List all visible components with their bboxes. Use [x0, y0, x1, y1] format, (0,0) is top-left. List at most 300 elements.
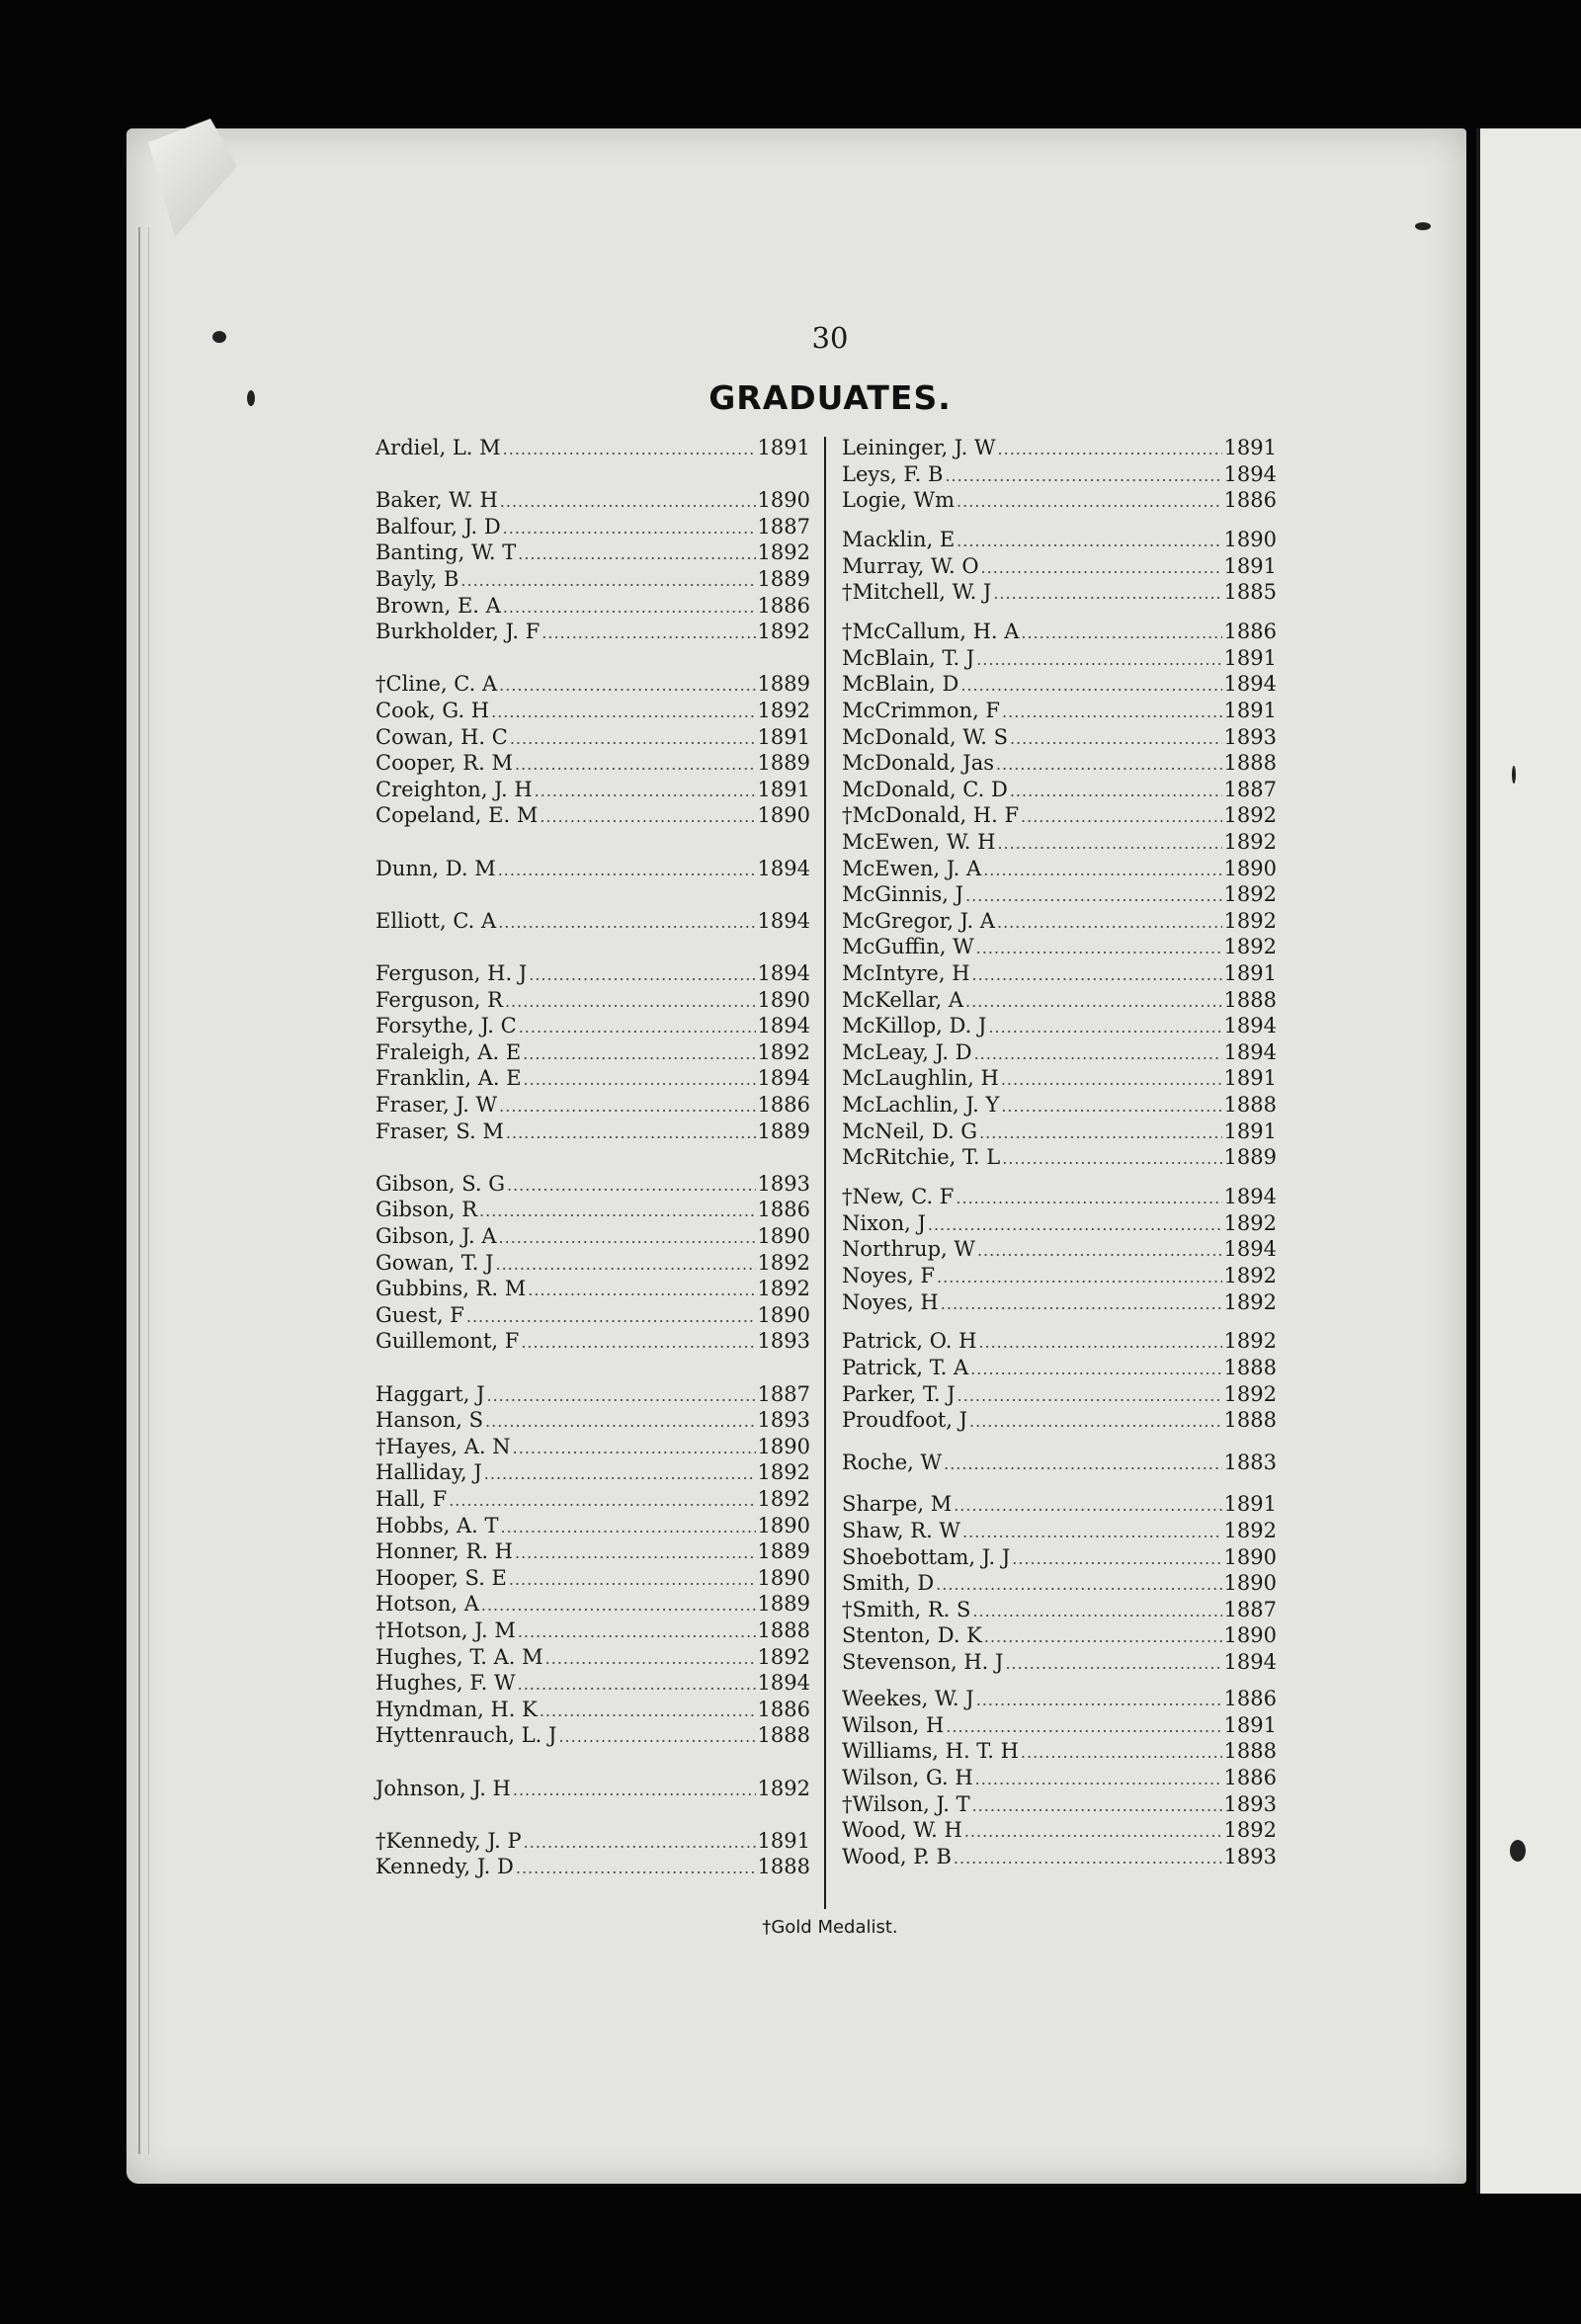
graduate-entry	[375, 1065, 810, 1092]
graduate-name: Fraser, S. M	[375, 1120, 504, 1143]
leader-dots	[507, 1172, 756, 1199]
graduation-year: 1890	[757, 1303, 810, 1327]
graduate-name: McEwen, J. A	[842, 857, 982, 880]
graduate-entry	[842, 645, 1277, 672]
graduation-year: 1892	[757, 699, 810, 722]
graduate-entry	[842, 1407, 1277, 1434]
graduate-entry	[842, 461, 1277, 488]
graduate-name: Ferguson, R	[375, 988, 503, 1012]
graduation-year: 1886	[757, 1093, 810, 1117]
graduation-year: 1886	[1223, 1766, 1277, 1789]
leader-dots	[1021, 620, 1221, 646]
page-title: GRADUATES.	[708, 378, 952, 417]
graduation-year: 1894	[757, 1671, 810, 1695]
graduate-name: Hyttenrauch, L. J	[375, 1723, 557, 1747]
graduate-name: †Hayes, A. N	[375, 1435, 511, 1458]
graduate-name: †McDonald, H. F	[842, 803, 1020, 827]
graduate-entry	[375, 514, 810, 540]
graduate-name: Halliday, J	[375, 1460, 482, 1484]
graduate-name: Patrick, T. A	[842, 1356, 969, 1379]
graduation-year: 1890	[1223, 1571, 1277, 1595]
leader-dots	[540, 803, 755, 830]
graduate-entry	[375, 1722, 810, 1749]
graduate-name: Proudfoot, J	[842, 1408, 968, 1432]
graduation-year: 1892	[757, 1487, 810, 1511]
graduate-entry	[842, 487, 1277, 514]
graduation-year: 1890	[1223, 1545, 1277, 1569]
graduate-name: Creighton, J. H	[375, 778, 533, 801]
graduation-year: 1892	[757, 1277, 810, 1300]
graduation-year: 1890	[757, 988, 810, 1012]
graduate-name: Ardiel, L. M	[375, 436, 501, 459]
graduate-name: Fraser, J. W	[375, 1093, 498, 1117]
graduate-entry	[842, 553, 1277, 580]
graduation-year: 1889	[757, 1539, 810, 1563]
leader-dots	[498, 857, 756, 883]
graduate-name: McDonald, Jas	[842, 751, 995, 775]
graduate-name: †Hotson, J. M	[375, 1618, 516, 1642]
leader-dots	[984, 1623, 1222, 1650]
graduation-year: 1892	[757, 1460, 810, 1484]
graduate-entry	[842, 1355, 1277, 1381]
leader-dots	[954, 1845, 1222, 1871]
leader-dots	[979, 1120, 1221, 1146]
graduate-name: Haggart, J	[375, 1382, 485, 1406]
leader-dots	[498, 909, 755, 936]
graduate-name: Noyes, F	[842, 1264, 936, 1287]
leader-dots	[962, 1519, 1222, 1545]
graduate-entry	[375, 487, 810, 514]
graduation-year: 1893	[1223, 1792, 1277, 1816]
graduation-year: 1890	[757, 1566, 810, 1590]
leader-dots	[509, 1566, 756, 1593]
leader-dots	[516, 1855, 756, 1881]
graduate-name: Smith, D	[842, 1571, 935, 1595]
graduate-name: Stevenson, H. J	[842, 1650, 1004, 1674]
graduate-name: Hughes, T. A. M	[375, 1645, 543, 1669]
graduate-entry	[375, 593, 810, 620]
graduate-name: Leys, F. B	[842, 462, 944, 486]
graduate-name: McKellar, A	[842, 988, 964, 1012]
graduate-name: Cooper, R. M	[375, 751, 513, 775]
graduate-entry	[842, 1065, 1277, 1092]
speck	[1512, 766, 1516, 784]
graduate-entry	[842, 829, 1277, 856]
graduate-entry	[375, 1276, 810, 1302]
graduation-year: 1891	[1223, 646, 1277, 670]
graduate-entry	[375, 908, 810, 935]
leader-dots	[941, 1290, 1222, 1317]
graduate-name: Brown, E. A	[375, 594, 501, 618]
graduate-name: Banting, W. T	[375, 540, 517, 564]
graduate-entry	[375, 1171, 810, 1198]
leader-dots	[503, 436, 756, 462]
speck	[1510, 1840, 1526, 1862]
leader-dots	[518, 1618, 756, 1645]
graduate-name: McKillop, D. J	[842, 1014, 987, 1038]
graduate-name: Hobbs, A. T	[375, 1514, 499, 1537]
graduation-year: 1894	[757, 1066, 810, 1090]
graduate-name: McDonald, W. S	[842, 725, 1008, 749]
graduate-entry	[842, 698, 1277, 724]
leader-dots	[997, 830, 1221, 857]
graduate-entry	[842, 1289, 1277, 1316]
graduate-entry	[842, 1686, 1277, 1712]
leader-dots	[524, 1066, 756, 1093]
graduate-name: McGinnis, J	[842, 882, 964, 906]
graduate-entry	[375, 435, 810, 461]
graduation-year: 1886	[757, 594, 810, 618]
graduate-entry	[842, 1817, 1277, 1844]
graduate-entry	[375, 750, 810, 777]
graduation-year: 1890	[1223, 528, 1277, 551]
graduate-name: Hanson, S	[375, 1408, 484, 1432]
graduation-year: 1883	[1223, 1451, 1277, 1474]
leader-dots	[545, 1645, 756, 1672]
graduate-entry	[842, 1570, 1277, 1597]
graduate-entry	[842, 1210, 1277, 1237]
leader-dots	[988, 1014, 1221, 1040]
leader-dots	[993, 580, 1221, 607]
graduate-entry	[375, 960, 810, 987]
graduation-year: 1892	[1223, 1264, 1277, 1287]
graduation-year: 1890	[757, 1224, 810, 1248]
leader-dots	[513, 1435, 756, 1461]
graduate-entry	[842, 1649, 1277, 1676]
leader-dots	[972, 1792, 1222, 1819]
graduate-name: Roche, W	[842, 1451, 943, 1474]
leader-dots	[518, 1671, 756, 1698]
graduation-year: 1892	[757, 1645, 810, 1669]
graduate-entry	[375, 1197, 810, 1223]
graduation-year: 1893	[757, 1408, 810, 1432]
leader-dots	[518, 540, 755, 567]
graduate-name: Nixon, J	[842, 1211, 926, 1235]
leader-dots	[481, 1592, 756, 1618]
graduate-name: McEwen, W. H	[842, 830, 996, 854]
graduate-name: Hyndman, H. K	[375, 1698, 538, 1721]
leader-dots	[499, 1093, 755, 1120]
leader-dots	[981, 554, 1222, 581]
graduate-name: Shoebottam, J. J	[842, 1545, 1011, 1569]
graduate-entry	[375, 1092, 810, 1119]
graduate-name: Hooper, S. E	[375, 1566, 507, 1590]
graduate-entry	[842, 1738, 1277, 1765]
graduate-name: McIntyre, H	[842, 961, 970, 985]
leader-dots	[524, 1829, 756, 1856]
graduation-year: 1890	[1223, 1623, 1277, 1647]
graduate-name: †Cline, C. A	[375, 672, 498, 696]
graduate-entry	[842, 1144, 1277, 1171]
graduation-year: 1886	[757, 1698, 810, 1721]
leader-dots	[503, 515, 756, 541]
leader-dots	[1002, 699, 1222, 725]
leader-dots	[976, 935, 1222, 961]
leader-dots	[500, 488, 756, 515]
graduation-year: 1888	[757, 1618, 810, 1642]
graduate-name: Ferguson, H. J	[375, 961, 528, 985]
graduation-year: 1892	[1223, 1290, 1277, 1314]
graduate-name: Forsythe, J. C	[375, 1014, 517, 1038]
graduate-entry	[842, 619, 1277, 645]
graduate-entry	[375, 1434, 810, 1460]
graduation-year: 1886	[1223, 488, 1277, 512]
graduation-year: 1889	[757, 751, 810, 775]
leader-dots	[519, 1014, 756, 1040]
graduation-year: 1892	[1223, 1329, 1277, 1353]
leader-dots	[505, 988, 756, 1015]
leader-dots	[1010, 778, 1222, 804]
graduate-entry	[375, 1119, 810, 1145]
graduate-name: †Mitchell, W. J	[842, 580, 992, 604]
leader-dots	[954, 1492, 1221, 1519]
graduate-entry	[375, 1565, 810, 1592]
graduate-name: McLeay, J. D	[842, 1040, 972, 1064]
graduation-year: 1894	[757, 1014, 810, 1038]
graduate-entry	[375, 1854, 810, 1880]
graduate-entry	[375, 1486, 810, 1513]
page-edge	[138, 227, 149, 2154]
graduate-name: McRitchie, T. L	[842, 1145, 1001, 1169]
graduation-year: 1894	[1223, 1237, 1277, 1261]
graduation-year: 1888	[1223, 1093, 1277, 1117]
leader-dots	[495, 1251, 755, 1278]
graduate-name: Gubbins, R. M	[375, 1277, 527, 1300]
leader-dots	[972, 961, 1222, 988]
graduate-entry	[842, 435, 1277, 461]
graduate-entry	[842, 1328, 1277, 1355]
graduate-entry	[842, 1263, 1277, 1289]
graduate-name: Wood, W. H	[842, 1818, 962, 1842]
leader-dots	[975, 1766, 1222, 1792]
leader-dots	[506, 1120, 756, 1146]
graduate-entry	[842, 1844, 1277, 1870]
graduation-year: 1892	[757, 1040, 810, 1064]
graduate-entry	[375, 1828, 810, 1855]
leader-dots	[1012, 1545, 1221, 1572]
graduate-entry	[842, 1119, 1277, 1145]
graduation-year: 1892	[757, 540, 810, 564]
graduate-entry	[842, 1712, 1277, 1739]
graduate-name: Wilson, G. H	[842, 1766, 973, 1789]
graduation-year: 1888	[1223, 1408, 1277, 1432]
leader-dots	[936, 1571, 1221, 1598]
graduation-year: 1894	[1223, 1185, 1277, 1208]
graduation-year: 1892	[1223, 1211, 1277, 1235]
graduate-entry	[375, 698, 810, 724]
graduation-year: 1892	[1223, 1382, 1277, 1406]
leader-dots	[965, 988, 1222, 1015]
leader-dots	[978, 1329, 1221, 1356]
graduation-year: 1888	[1223, 1356, 1277, 1379]
graduation-year: 1891	[757, 778, 810, 801]
graduate-name: Franklin, A. E	[375, 1066, 522, 1090]
graduate-name: Sharpe, M	[842, 1492, 953, 1516]
graduate-name: Bayly, B	[375, 567, 459, 591]
leader-dots	[501, 1514, 756, 1540]
graduation-year: 1892	[1223, 1818, 1277, 1842]
leader-dots	[515, 751, 756, 778]
graduation-year: 1892	[757, 1251, 810, 1275]
graduate-entry	[375, 566, 810, 593]
graduate-entry	[375, 1459, 810, 1486]
leader-dots	[499, 1224, 756, 1251]
graduate-name: †New, C. F	[842, 1185, 955, 1208]
graduate-entry	[375, 1591, 810, 1618]
graduation-year: 1886	[1223, 620, 1277, 643]
graduation-year: 1888	[1223, 751, 1277, 775]
graduate-entry	[842, 1450, 1277, 1476]
leader-dots	[944, 1451, 1221, 1477]
graduation-year: 1890	[757, 803, 810, 827]
graduate-name: Guest, F	[375, 1303, 464, 1327]
graduate-entry	[842, 881, 1277, 908]
graduation-year: 1888	[1223, 1739, 1277, 1763]
graduate-name: Balfour, J. D	[375, 515, 501, 539]
leader-dots	[510, 725, 756, 752]
graduation-year: 1891	[1223, 1066, 1277, 1090]
graduate-entry	[375, 1697, 810, 1723]
graduation-year: 1891	[1223, 1120, 1277, 1143]
graduate-name: †Wilson, J. T	[842, 1792, 970, 1816]
leader-dots	[558, 1723, 755, 1750]
graduate-name: Fraleigh, A. E	[375, 1040, 522, 1064]
leader-dots	[972, 1598, 1221, 1624]
graduation-year: 1892	[757, 620, 810, 643]
graduation-year: 1888	[1223, 988, 1277, 1012]
graduation-year: 1890	[757, 488, 810, 512]
graduate-name: Honner, R. H	[375, 1539, 513, 1563]
leader-dots	[535, 778, 756, 804]
graduation-year: 1890	[757, 1435, 810, 1458]
graduation-year: 1893	[1223, 725, 1277, 749]
leader-dots	[529, 961, 755, 988]
leader-dots	[479, 1198, 756, 1224]
graduate-name: Cook, G. H	[375, 699, 490, 722]
leader-dots	[541, 620, 755, 646]
graduation-year: 1888	[757, 1855, 810, 1878]
graduation-year: 1886	[1223, 1687, 1277, 1710]
graduate-name: Hughes, F. W	[375, 1671, 516, 1695]
graduate-entry	[842, 987, 1277, 1014]
graduate-name: †McCallum, H. A	[842, 620, 1020, 643]
graduate-name: Gibson, S. G	[375, 1172, 505, 1196]
graduate-entry	[842, 960, 1277, 987]
graduation-year: 1889	[757, 1120, 810, 1143]
leader-dots	[503, 594, 756, 621]
graduate-name: McCrimmon, F	[842, 699, 1001, 722]
graduation-year: 1891	[757, 436, 810, 459]
graduate-entry	[842, 1184, 1277, 1210]
graduate-entry	[375, 1302, 810, 1329]
graduation-year: 1887	[1223, 778, 1277, 801]
graduate-entry	[375, 1250, 810, 1277]
graduation-year: 1892	[1223, 935, 1277, 958]
graduate-entry	[842, 1092, 1277, 1119]
graduate-name: Patrick, O. H	[842, 1329, 977, 1353]
graduate-entry	[375, 1644, 810, 1671]
graduate-name: Parker, T. J	[842, 1382, 956, 1406]
graduate-name: Kennedy, J. D	[375, 1855, 514, 1878]
graduation-year: 1892	[1223, 882, 1277, 906]
graduation-year: 1892	[757, 1777, 810, 1800]
graduate-name: McBlain, T. J	[842, 646, 975, 670]
graduation-year: 1893	[757, 1329, 810, 1353]
graduate-name: Wilson, H	[842, 1713, 945, 1737]
graduate-entry	[842, 1791, 1277, 1818]
graduate-name: Stenton, D. K	[842, 1623, 982, 1647]
leader-dots	[997, 909, 1222, 936]
graduation-year: 1891	[1223, 961, 1277, 985]
graduate-entry	[375, 1513, 810, 1539]
graduation-year: 1889	[757, 567, 810, 591]
leader-dots	[928, 1211, 1222, 1238]
graduation-year: 1887	[757, 1382, 810, 1406]
graduate-name: Murray, W. O	[842, 554, 979, 578]
graduation-year: 1892	[1223, 803, 1277, 827]
leader-dots	[1002, 1145, 1221, 1172]
graduate-entry	[842, 579, 1277, 606]
graduate-entry	[842, 1622, 1277, 1649]
speck	[212, 331, 226, 343]
graduation-year: 1888	[757, 1723, 810, 1747]
graduate-entry	[842, 1013, 1277, 1039]
graduate-name: Wood, P. B	[842, 1845, 952, 1868]
graduate-entry	[842, 1765, 1277, 1791]
leader-dots	[515, 1539, 756, 1566]
graduate-entry	[375, 802, 810, 829]
graduate-name: Burkholder, J. F	[375, 620, 541, 643]
graduate-name: McNeil, D. G	[842, 1120, 978, 1143]
leader-dots	[521, 1329, 755, 1356]
graduate-entry	[375, 856, 810, 882]
leader-dots	[491, 699, 755, 725]
graduate-name: †Smith, R. S	[842, 1598, 971, 1621]
graduate-entry	[842, 1544, 1277, 1571]
graduate-entry	[842, 934, 1277, 960]
leader-dots	[957, 1382, 1222, 1409]
graduate-entry	[375, 987, 810, 1014]
graduation-year: 1891	[757, 1829, 810, 1853]
leader-dots	[946, 1713, 1221, 1740]
graduate-entry	[375, 777, 810, 803]
leader-dots	[998, 436, 1222, 462]
graduation-year: 1891	[1223, 554, 1277, 578]
leader-dots	[523, 1040, 755, 1067]
graduate-entry	[842, 750, 1277, 777]
graduate-name: Gowan, T. J	[375, 1251, 494, 1275]
graduate-name: McDonald, C. D	[842, 778, 1008, 801]
leader-dots	[1001, 1093, 1221, 1120]
adjacent-page-strip	[1476, 128, 1581, 2194]
graduate-entry	[842, 856, 1277, 882]
graduation-year: 1894	[757, 961, 810, 985]
graduate-entry	[842, 1381, 1277, 1408]
graduate-name: Elliott, C. A	[375, 909, 497, 933]
graduate-entry	[375, 619, 810, 645]
graduation-year: 1889	[757, 672, 810, 696]
graduate-entry	[375, 1670, 810, 1697]
page-number: 30	[811, 321, 849, 355]
leader-dots	[1021, 1739, 1222, 1766]
graduate-name: Cowan, H. C	[375, 725, 508, 749]
graduation-year: 1887	[757, 515, 810, 539]
graduation-year: 1894	[1223, 462, 1277, 486]
leader-dots	[1010, 725, 1222, 752]
graduate-name: McGregor, J. A	[842, 909, 995, 933]
graduate-entry	[375, 671, 810, 698]
leader-dots	[977, 1237, 1222, 1264]
